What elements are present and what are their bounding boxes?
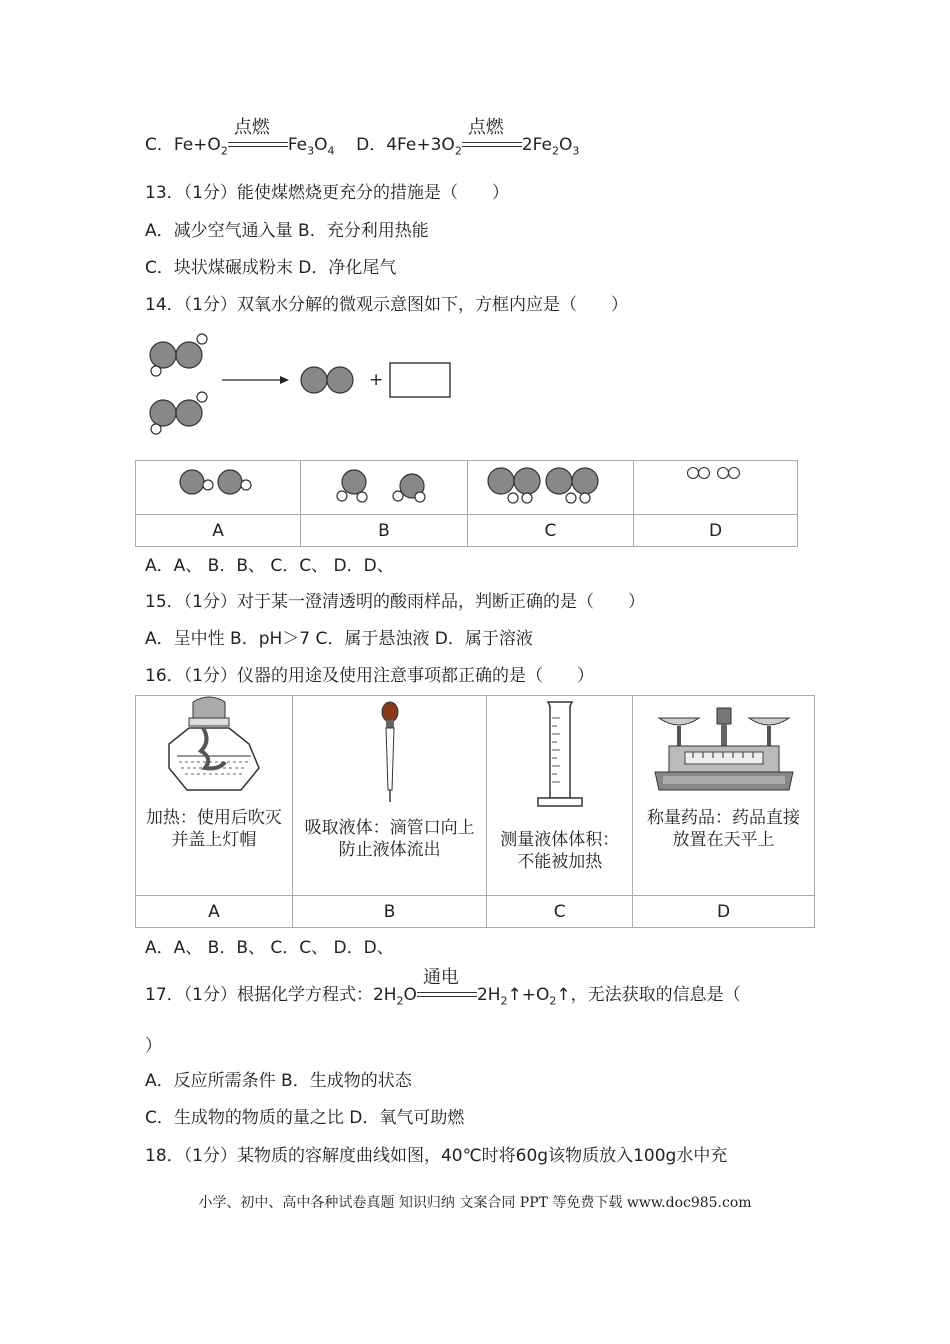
q16-option-c-text: 测量液体体积：不能被加热 xyxy=(500,830,620,872)
q17-options-ab: A．反应所需条件 B．生成物的状态 xyxy=(145,1071,412,1091)
q18-stem: 18．（1分）某物质的容解度曲线如图，40℃时将60g该物质放入100g水中充 xyxy=(145,1146,728,1166)
reaction-arrow-c: 点燃 xyxy=(228,135,288,155)
balance-scale-icon xyxy=(649,702,799,798)
q14-option-c-image xyxy=(467,461,634,515)
q14-option-b-image xyxy=(301,461,467,515)
q14-label-d: D xyxy=(634,515,798,547)
q16-option-a xyxy=(136,696,293,896)
q14-option-a-image xyxy=(136,461,301,515)
graduated-cylinder-icon xyxy=(530,698,590,810)
q12-options-cd: C．$Fe+O_2$ 点燃 $Fe_3O_4$ D．$4Fe+3O_2$ 点燃 $2Fe_2O_3$ xyxy=(145,117,580,158)
electrolysis-arrow: 通电 xyxy=(417,985,477,1005)
dropper-icon xyxy=(375,700,405,804)
q16-option-table xyxy=(135,695,815,928)
q17-close-paren: ） xyxy=(145,1036,162,1056)
q13-options-cd: C．块状煤碾成粉末 D．净化尾气 xyxy=(145,258,397,278)
q13-options-ab: A．减少空气通入量 B．充分利用热能 xyxy=(145,221,429,241)
hydrogen-peroxide-molecules-icon xyxy=(485,463,615,507)
alcohol-lamp-icon xyxy=(159,696,269,796)
q16-option-a-text: 加热：使用后吹灭并盖上灯帽 xyxy=(145,808,282,850)
plus-sign: + xyxy=(369,370,384,390)
q16-label-a: A xyxy=(136,896,293,928)
water-molecules-icon xyxy=(168,465,268,505)
q16-label-d: D xyxy=(633,896,815,928)
q14-option-table xyxy=(135,460,798,547)
q16-option-d xyxy=(633,696,815,896)
q14-answer-options: A．A、 B．B、 C．C、 D．D、 xyxy=(145,556,394,576)
q14-stem: 14．（1分）双氧水分解的微观示意图如下，方框内应是（ ） xyxy=(145,295,628,315)
q16-option-d-text: 称量药品：药品直接放置在天平上 xyxy=(647,808,801,850)
q16-label-b: B xyxy=(292,896,487,928)
q16-stem: 16．（1分）仪器的用途及使用注意事项都正确的是（ ） xyxy=(145,666,594,686)
q16-option-b xyxy=(292,696,487,896)
q14-label-a: A xyxy=(136,515,301,547)
reaction-arrow-d: 点燃 xyxy=(462,135,522,155)
q17-options-cd: C．生成物的物质的量之比 D．氧气可助燃 xyxy=(145,1108,465,1128)
page-footer: 小学、初中、高中各种试卷真题 知识归纳 文案合同 PPT 等免费下载 www.doc985.com xyxy=(198,1195,752,1211)
q16-answer-options: A．A、 B．B、 C．C、 D．D、 xyxy=(145,938,394,958)
q14-option-d-image xyxy=(634,461,798,515)
hydrogen-molecules-icon xyxy=(681,463,751,485)
q16-label-c: C xyxy=(487,896,633,928)
q14-label-b: B xyxy=(301,515,467,547)
q16-option-b-text: 吸取液体：滴管口向上防止液体流出 xyxy=(304,818,475,860)
q17-stem: 17．（1分）根据化学方程式：$2H_2O$ 通电 $2H_2↑+O_2↑$，无法获取的信息是（ xyxy=(145,967,741,1008)
q15-options: A．呈中性 B．pH＞7 C．属于悬浊液 D．属于溶液 xyxy=(145,629,533,649)
water-molecules-bent-icon xyxy=(324,463,444,507)
q13-stem: 13．（1分）能使煤燃烧更充分的措施是（ ） xyxy=(145,183,509,203)
h2o2-decomposition-diagram xyxy=(140,325,480,445)
q16-option-c xyxy=(487,696,633,896)
q14-label-c: C xyxy=(467,515,634,547)
q15-stem: 15．（1分）对于某一澄清透明的酸雨样品，判断正确的是（ ） xyxy=(145,592,645,612)
